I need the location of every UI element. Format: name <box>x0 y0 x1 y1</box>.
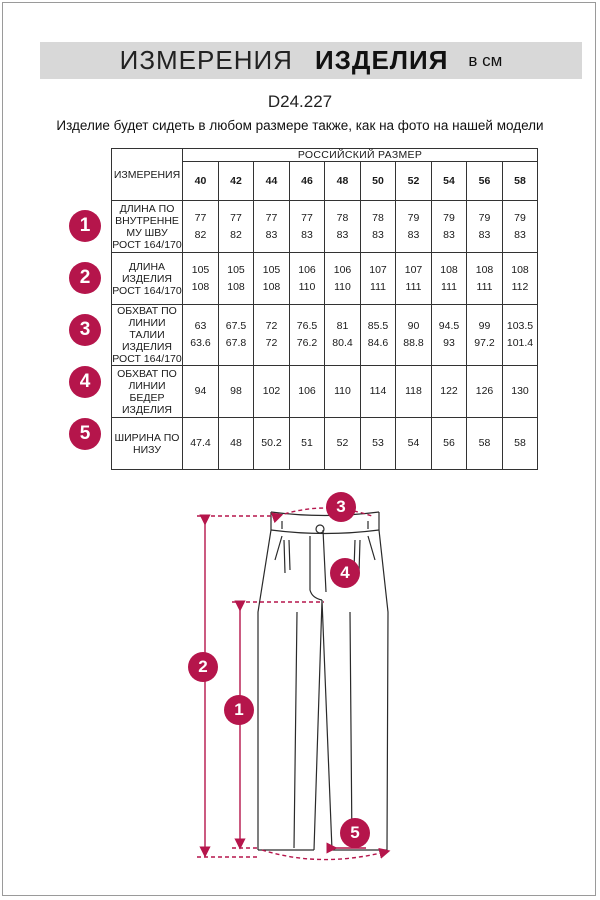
measurement-label: ОБХВАТ ПО ЛИНИИ ТАЛИИ ИЗДЕЛИЯ РОСТ 164/170 <box>112 305 182 365</box>
table-cell: 77 83 <box>254 201 290 253</box>
table-cell: 85.5 84.6 <box>361 305 396 366</box>
row-number-badge: 1 <box>69 210 101 242</box>
table-cell: 79 83 <box>432 201 467 253</box>
table-cell: 107 111 <box>361 253 396 305</box>
unit-label: в см <box>468 50 503 70</box>
table-cell: 106 110 <box>290 253 325 305</box>
table-cell: 106 110 <box>325 253 361 305</box>
pants-outline <box>258 512 388 850</box>
table-cell: 58 <box>467 418 503 470</box>
title-part2: ИЗДЕЛИЯ <box>314 45 449 75</box>
diagram-marker-4: 4 <box>330 558 360 588</box>
table-cell: 48 <box>219 418 254 470</box>
size-42: 42 <box>219 162 254 201</box>
table-cell: 106 <box>290 366 325 418</box>
table-cell: 110 <box>325 366 361 418</box>
row-number-badge: 3 <box>69 314 101 346</box>
table-cell: 52 <box>325 418 361 470</box>
measurement-label: ОБХВАТ ПО ЛИНИИ БЕДЕР ИЗДЕЛИЯ <box>112 366 183 418</box>
table-cell: 79 83 <box>503 201 538 253</box>
size-46: 46 <box>290 162 325 201</box>
row-number-badge: 4 <box>69 366 101 398</box>
table-cell: 58 <box>503 418 538 470</box>
title-part1: ИЗМЕРЕНИЯ <box>119 45 293 75</box>
diagram-marker-3: 3 <box>326 492 356 522</box>
table-cell: 51 <box>290 418 325 470</box>
table-cell: 114 <box>361 366 396 418</box>
button-icon <box>316 525 324 533</box>
diagram-marker-5: 5 <box>340 818 370 848</box>
table-cell: 56 <box>432 418 467 470</box>
measure-header: ИЗМЕРЕНИЯ <box>112 149 183 201</box>
table-cell: 99 97.2 <box>467 305 503 366</box>
table-cell: 54 <box>396 418 432 470</box>
size-44: 44 <box>254 162 290 201</box>
table-cell: 81 80.4 <box>325 305 361 366</box>
size-52: 52 <box>396 162 432 201</box>
table-cell: 108 112 <box>503 253 538 305</box>
table-cell: 108 111 <box>467 253 503 305</box>
table-cell: 107 111 <box>396 253 432 305</box>
table-cell: 105 108 <box>254 253 290 305</box>
table-cell: 94 <box>183 366 219 418</box>
size-58: 58 <box>503 162 538 201</box>
row-number-badge: 2 <box>69 262 101 294</box>
table-cell: 47.4 <box>183 418 219 470</box>
size-50: 50 <box>361 162 396 201</box>
table-cell: 72 72 <box>254 305 290 366</box>
table-cell: 79 83 <box>467 201 503 253</box>
table-cell: 76.5 76.2 <box>290 305 325 366</box>
table-cell: 78 83 <box>361 201 396 253</box>
table-cell: 105 108 <box>183 253 219 305</box>
table-cell: 63 63.6 <box>183 305 219 366</box>
measurement-label: ДЛИНА ПО ВНУТРЕННЕ МУ ШВУ РОСТ 164/170 <box>112 202 182 251</box>
table-cell: 77 82 <box>219 201 254 253</box>
measurement-label: ДЛИНА ИЗДЕЛИЯ РОСТ 164/170 <box>112 253 183 305</box>
table-cell: 103.5 101.4 <box>503 305 538 366</box>
size-56: 56 <box>467 162 503 201</box>
measurement-label: ШИРИНА ПО НИЗУ <box>112 418 183 470</box>
table-cell: 77 83 <box>290 201 325 253</box>
diagram-marker-2: 2 <box>188 652 218 682</box>
table-cell: 118 <box>396 366 432 418</box>
size-40: 40 <box>183 162 219 201</box>
fit-note: Изделие будет сидеть в любом размере также, как на фото на нашей модели <box>56 118 544 133</box>
diagram-marker-1: 1 <box>224 695 254 725</box>
table-cell: 77 82 <box>183 201 219 253</box>
table-cell: 126 <box>467 366 503 418</box>
size-48: 48 <box>325 162 361 201</box>
table-cell: 67.5 67.8 <box>219 305 254 366</box>
table-cell: 108 111 <box>432 253 467 305</box>
table-cell: 50.2 <box>254 418 290 470</box>
table-cell: 122 <box>432 366 467 418</box>
size-54: 54 <box>432 162 467 201</box>
table-cell: 94.5 93 <box>432 305 467 366</box>
measurement-lines <box>197 508 385 860</box>
table-cell: 78 83 <box>325 201 361 253</box>
table-cell: 98 <box>219 366 254 418</box>
size-group-header: РОССИЙСКИЙ РАЗМЕР <box>183 149 538 162</box>
article-number: D24.227 <box>267 92 333 111</box>
table-cell: 102 <box>254 366 290 418</box>
table-cell: 79 83 <box>396 201 432 253</box>
table-cell: 130 <box>503 366 538 418</box>
table-cell: 90 88.8 <box>396 305 432 366</box>
table-cell: 105 108 <box>219 253 254 305</box>
table-cell: 53 <box>361 418 396 470</box>
row-number-badge: 5 <box>69 418 101 450</box>
